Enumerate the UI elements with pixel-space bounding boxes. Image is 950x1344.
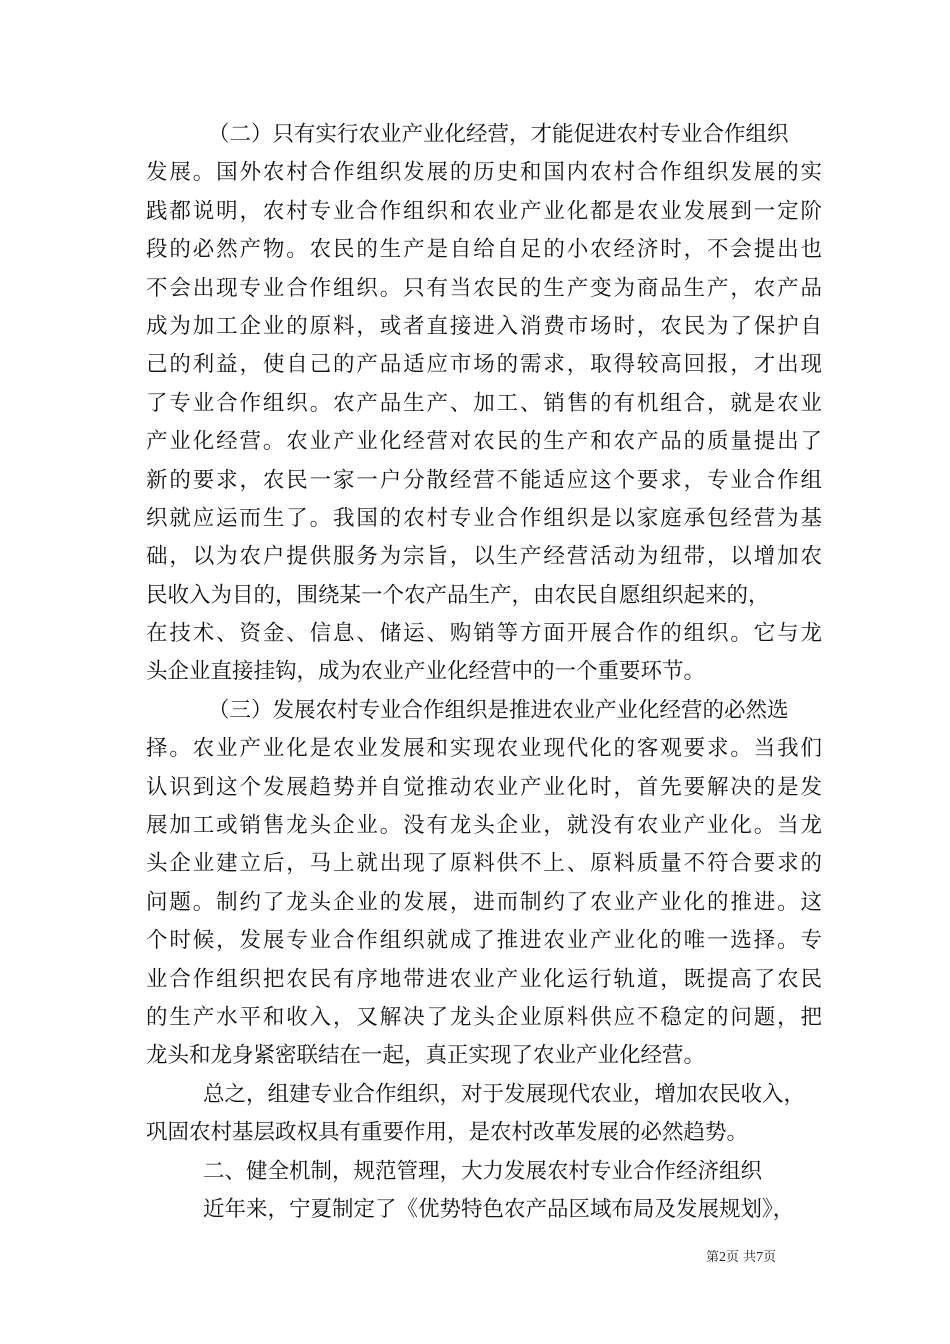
footer-prefix: 第 [706,1250,720,1265]
paragraph-2-line-10: 新的要求，农民一家一户分散经营不能适应这个要求，专业合作组 [146,467,822,493]
summary-line-1: 总之，组建专业合作组织，对于发展现代农业，增加农民收入， [203,1081,806,1107]
paragraph-3-line-7: 个时候，发展专业合作组织就成了推进农业产业化的唯一选择。专 [146,928,822,954]
paragraph-3-line-5: 头企业建立后，马上就出现了原料供不上、原料质量不符合要求的 [146,851,822,877]
paragraph-3-line-1: （三）发展农村专业合作组织是推进农业产业化经营的必然选 [208,697,789,723]
paragraph-3-line-8: 业合作组织把农民有序地带进农业产业化运行轨道，既提高了农民 [146,966,822,992]
footer-current-page: 2 [719,1250,727,1265]
paragraph-3-line-3: 认识到这个发展趋势并自觉推动农业产业化时，首先要解决的是发 [146,774,822,800]
paragraph-2-line-6: 成为加工企业的原料，或者直接进入消费市场时，农民为了保护自 [146,313,822,339]
page-footer [706,1246,776,1266]
paragraph-2-line-7: 己的利益，使自己的产品适应市场的需求，取得较高回报，才出现 [146,352,822,378]
paragraph-3-line-4: 展加工或销售龙头企业。没有龙头企业，就没有农业产业化。当龙 [146,813,822,839]
paragraph-2-line-4: 段的必然产物。农民的生产是自给自足的小农经济时，不会提出也 [146,237,822,263]
paragraph-2-line-3: 践都说明，农村专业合作组织和农业产业化都是农业发展到一定阶 [146,198,822,224]
document-body [146,116,822,1229]
paragraph-3-line-2: 择。农业产业化是农业发展和实现农业现代化的客观要求。当我们 [146,736,822,762]
paragraph-2-line-13: 民收入为目的，围绕某一个农产品生产，由农民自愿组织起来的， [146,582,770,608]
paragraph-2-line-12: 础，以为农户提供服务为宗旨，以生产经营活动为纽带，以增加农 [146,544,822,570]
section-heading: 二、健全机制，规范管理，大力发展农村专业合作经济组织 [203,1158,763,1184]
paragraph-2-line-5: 不会出现专业合作组织。只有当农民的生产变为商品生产，农产品 [146,275,822,301]
paragraph-3-line-6: 问题。制约了龙头企业的发展，进而制约了农业产业化的推进。这 [146,889,822,915]
summary-line-2: 巩固农村基层政权具有重要作用，是农村改革发展的必然趋势。 [146,1120,749,1146]
paragraph-2-line-11: 织就应运而生了。我国的农村专业合作组织是以家庭承包经营为基 [146,505,822,531]
paragraph-2-line-2: 发展。国外农村合作组织发展的历史和国内农村合作组织发展的实 [146,160,822,186]
footer-total-pages: 7 [756,1250,764,1265]
footer-suffix: 页 [763,1250,777,1265]
paragraph-3-line-10: 龙头和龙身紧密联结在一起，真正实现了农业产业化经营。 [146,1043,706,1069]
footer-middle: 页 共 [726,1250,757,1265]
section-first-line: 近年来，宁夏制定了《优势特色农产品区域布局及发展规划》， [203,1196,795,1222]
paragraph-2-line-15: 头企业直接挂钩，成为农业产业化经营中的一个重要环节。 [146,659,706,685]
paragraph-2-line-1: （二）只有实行农业产业化经营，才能促进农村专业合作组织 [208,122,789,147]
paragraph-2-line-14: 在技术、资金、信息、储运、购销等方面开展合作的组织。它与龙 [146,621,822,647]
paragraph-3-line-9: 的生产水平和收入，又解决了龙头企业原料供应不稳定的问题，把 [146,1004,822,1030]
paragraph-2-line-8: 了专业合作组织。农产品生产、加工、销售的有机组合，就是农业 [146,390,822,416]
paragraph-2-line-9: 产业化经营。农业产业化经营对农民的生产和农产品的质量提出了 [146,429,822,455]
